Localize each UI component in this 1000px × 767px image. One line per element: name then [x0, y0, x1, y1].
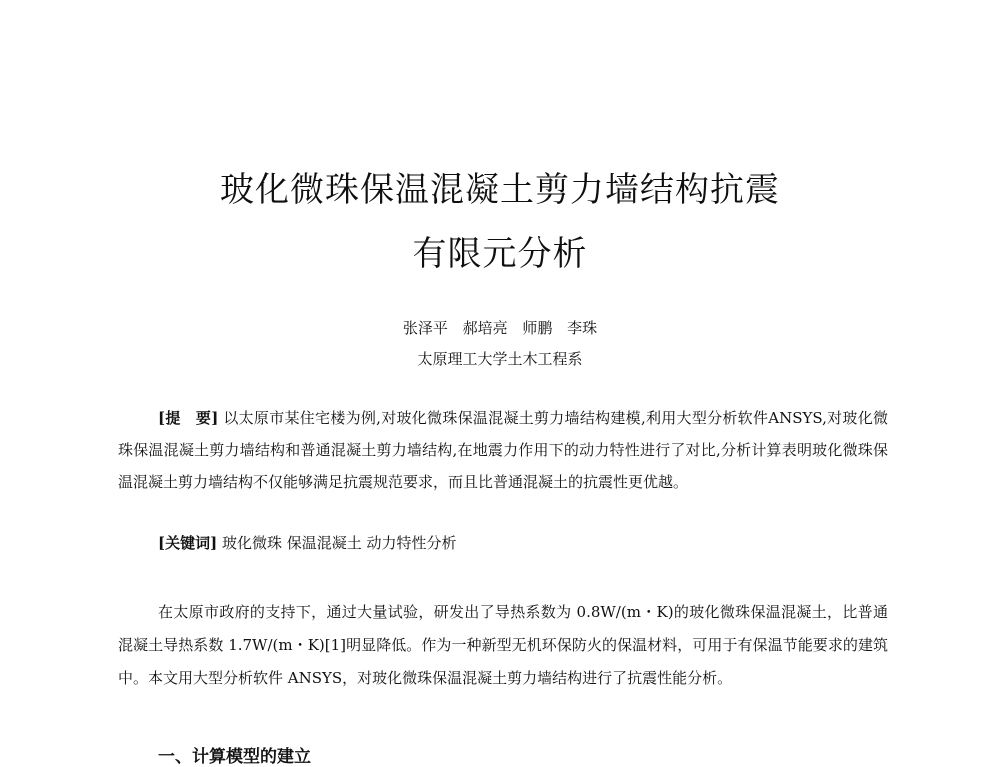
keywords [158, 532, 888, 553]
affiliation: 太原理工大学土木工程系 [417, 350, 583, 368]
abstract [118, 402, 888, 498]
keywords-tag: [关键词] [158, 534, 218, 552]
keywords-text: 玻化微珠 保温混凝土 动力特性分析 [221, 534, 457, 552]
paper-title-line-2: 有限元分析 [412, 234, 588, 274]
section-heading: 一、计算模型的建立 [158, 747, 311, 767]
abstract-text: 以太原市某住宅楼为例,对玻化微珠保温混凝土剪力墙结构建模,利用大型分析软件ANSYS,对玻化微珠保温混凝土剪力墙结构和普通混凝土剪力墙结构,在地震力作用下的动力特性进行了对比,分析计算表明玻化微珠保温混凝土剪力墙结构不仅能够满足抗震规范要求，而且比普通混凝土的抗震性更优越。 [118, 409, 888, 491]
authors: 张泽平 郝培亮 师鹏 李珠 [402, 319, 598, 337]
intro-paragraph: 在太原市政府的支持下，通过大量试验，研发出了导热系数为 0.8W/(m・K)的玻化微珠保温混凝土，比普通混凝土导热系数 1.7W/(m・K)[1]明显降低。作为一种新型无机环保防火的保温材料，可用于有保温节能要求的建筑中。本文用大型分析软件 ANSYS，对玻化微珠保温混凝土剪力墙结构进行了抗震性能分析。 [118, 603, 888, 687]
abstract-tag: [提 要] [158, 409, 219, 427]
paper-title-line-1: 玻化微珠保温混凝土剪力墙结构抗震 [220, 170, 780, 210]
